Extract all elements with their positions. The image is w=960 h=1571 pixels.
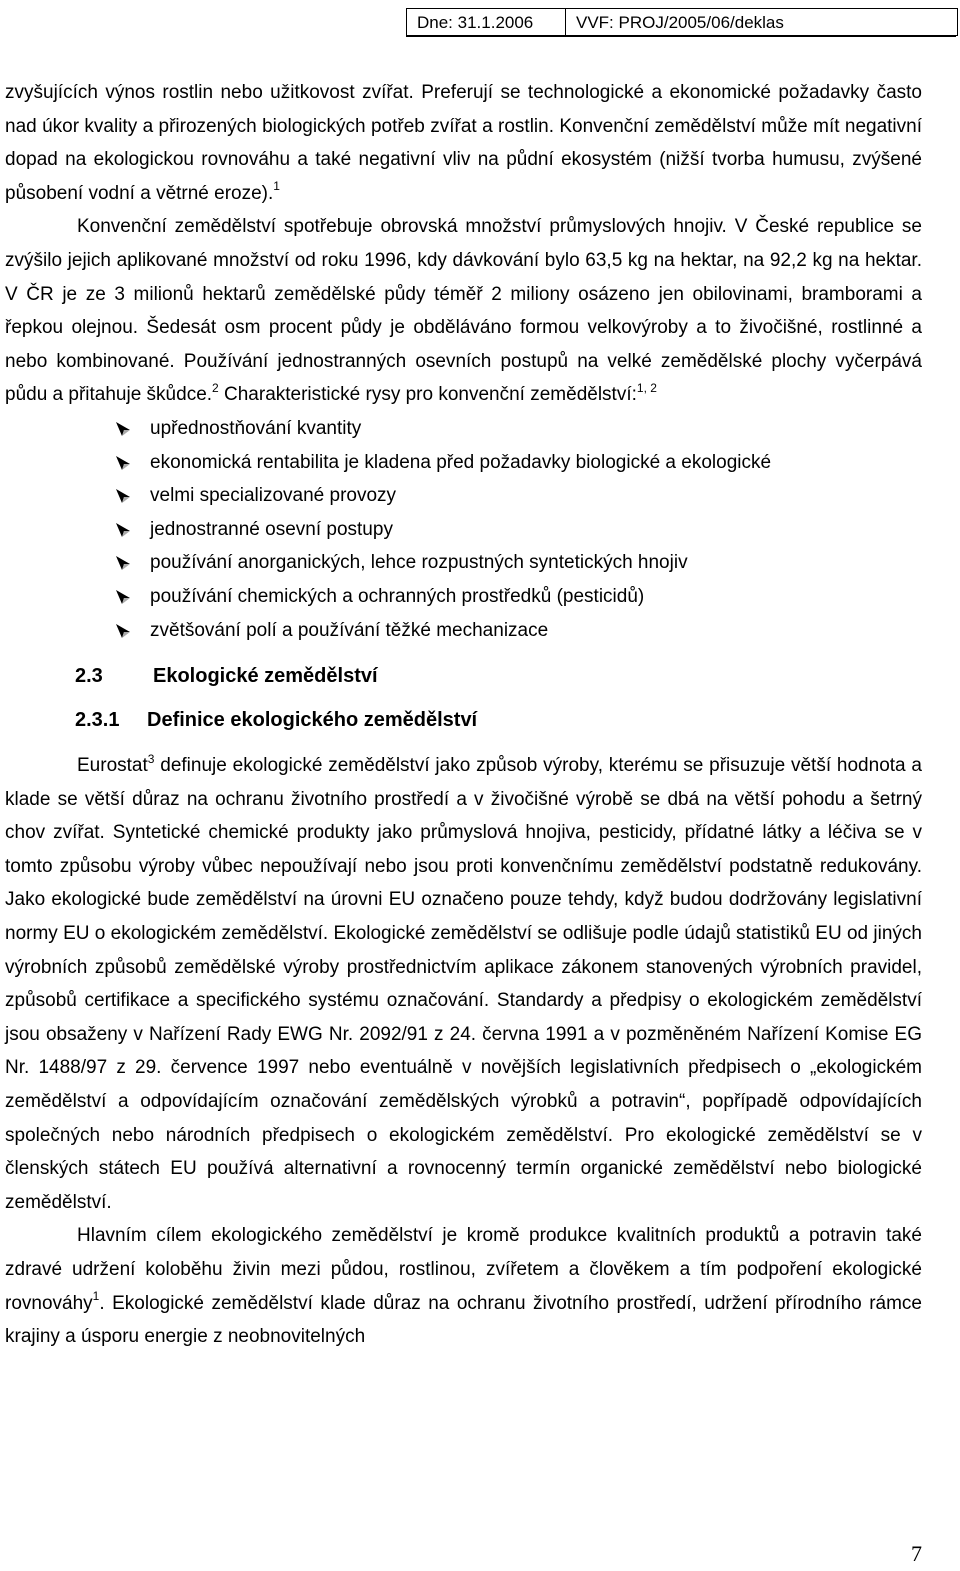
list-item-text: ekonomická rentabilita je kladena před požadavky biologické a ekologické <box>150 451 772 473</box>
paragraph-text: zvyšujících výnos rostlin nebo užitkovost zvířat. Preferují se technologické a ekonomické požadavky často nad úkor kvality a přirozených biologických potřeb zvířat a rostlin. Konvenční zemědělství může mít negativní dopad na ekologickou rovnováhu a také negativní vliv na půdní ekosystém (nižší tvorba humusu, zvýšené působení vodní a větrné eroze). <box>5 82 922 204</box>
document-body <box>5 76 922 1354</box>
list-item-text: jednostranné osevní postupy <box>150 518 393 540</box>
list-item <box>115 580 922 614</box>
list-item-text: velmi specializované provozy <box>150 485 397 507</box>
paragraph-text: Hlavním cílem ekologického zemědělství je kromě produkce kvalitních produktů a potravin také zdravé udržení koloběhu živin mezi půdou, rostlinou, zvířetem a člověkem a tím podpoření ekologické rovnováhy <box>5 1225 922 1314</box>
list-item-text: používání chemických a ochranných prostředků (pesticidů) <box>150 585 645 607</box>
footnote-ref: 3 <box>147 751 155 766</box>
list-item-text: zvětšování polí a používání těžké mechanizace <box>150 619 549 641</box>
paragraph-text: . Ekologické zemědělství klade důraz na ochranu životního prostředí, udržení přírodního rámce krajiny a úsporu energie z neobnovitelných <box>5 1292 922 1348</box>
paragraph-conventional-intro <box>5 76 922 210</box>
list-item <box>115 479 922 513</box>
arrow-bullet-icon <box>115 488 131 504</box>
paragraph-text: Konvenční zemědělství spotřebuje obrovská množství průmyslových hnojiv. V České republice se zvýšilo jejich aplikované množství od roku 1996, kdy dávkování bylo 63,5 kg na hektar, na 92,2 kg na hektar. V ČR je ze 3 milionů hektarů zemědělské půdy téměř 2 miliony osázeno jen obilovinami, bramborami a řepkou olejnou. Šedesát osm procent půdy je obděláváno formou velkovýroby a to živočišné, rostlinné a nebo kombinované. Používání jednostranných osevních postupů na velké zemědělské plochy vyčerpává půdu a přitahuje škůdce. <box>5 216 922 406</box>
subsection-number: 2.3.1 <box>75 709 120 732</box>
section-heading <box>5 659 922 693</box>
arrow-bullet-icon <box>115 455 131 471</box>
paragraph-main-goal <box>5 1219 922 1353</box>
page-header <box>406 8 958 36</box>
arrow-bullet-icon <box>115 421 131 437</box>
characteristics-list <box>5 412 922 647</box>
section-number: 2.3 <box>75 665 103 688</box>
footnote-ref: 1 <box>273 179 280 194</box>
paragraph-text: Charakteristické rysy pro konvenční zemědělství: <box>218 384 637 406</box>
header-reference: VVF: PROJ/2005/06/deklas <box>566 8 958 36</box>
list-item <box>115 546 922 580</box>
subsection-heading <box>5 703 922 737</box>
footnote-ref: 1 <box>92 1289 100 1304</box>
arrow-bullet-icon <box>115 623 131 639</box>
list-item-text: upřednostňování kvantity <box>150 417 362 439</box>
page-number: 7 <box>911 1541 922 1566</box>
list-item-text: používání anorganických, lehce rozpustných syntetických hnojiv <box>150 552 688 574</box>
paragraph-text: Eurostat <box>77 755 148 777</box>
subsection-title: Definice ekologického zemědělství <box>147 709 478 732</box>
arrow-bullet-icon <box>115 555 131 571</box>
section-title: Ekologické zemědělství <box>153 665 378 688</box>
arrow-bullet-icon <box>115 589 131 605</box>
header-rule <box>406 36 956 37</box>
footnote-ref: 1, 2 <box>636 381 657 396</box>
list-item <box>115 446 922 480</box>
header-date: Dne: 31.1.2006 <box>406 8 566 36</box>
paragraph-eurostat-definition <box>5 749 922 1219</box>
list-item <box>115 614 922 648</box>
list-item <box>115 513 922 547</box>
paragraph-fertilizers <box>5 210 922 412</box>
paragraph-text: definuje ekologické zemědělství jako způsob výroby, kterému se přisuzuje větší hodnota a klade se větší důraz na ochranu životního prostředí a v živočišné výrobě se dbá na větší pohodu a šetrný chov zvířat. Syntetické chemické produkty jako průmyslová hnojiva, pesticidy, přídatné látky a léčiva se v tomto způsobu výroby vůbec nepoužívají nebo jsou proti konvenčnímu zemědělství podstatně redukovány. Jako ekologické bude zemědělství na úrovni EU označeno pouze tehdy, když budou dodržovány legislativní normy EU o ekologickém zemědělství. Ekologické zemědělství se odlišuje podle údajů statistiků EU od jiných výrobních způsobů zemědělské výroby prostřednictvím aplikace zákonem stanovených výrobních pravidel, způsobů certifikace a specifického systému označování. Standardy a předpisy o ekologickém zemědělství jsou obsaženy v Nařízení Rady EWG Nr. 2092/91 z 24. června 1991 a v pozměněném Nařízení Komise EG Nr. 1488/97 z 29. července 1997 nebo eventuálně v novějších legislativních předpisech o „ekologickém zemědělství a odpovídajícím označování zemědělských výrobků a potravin“, popřípadě odpovídajících společných nebo národních předpisech o ekologickém zemědělství. Pro ekologické zemědělství se v členských státech EU používá alternativní a rovnocenný termín organické zemědělství nebo biologické zemědělství. <box>5 755 922 1213</box>
arrow-bullet-icon <box>115 522 131 538</box>
footnote-ref: 2 <box>212 381 219 396</box>
list-item <box>115 412 922 446</box>
